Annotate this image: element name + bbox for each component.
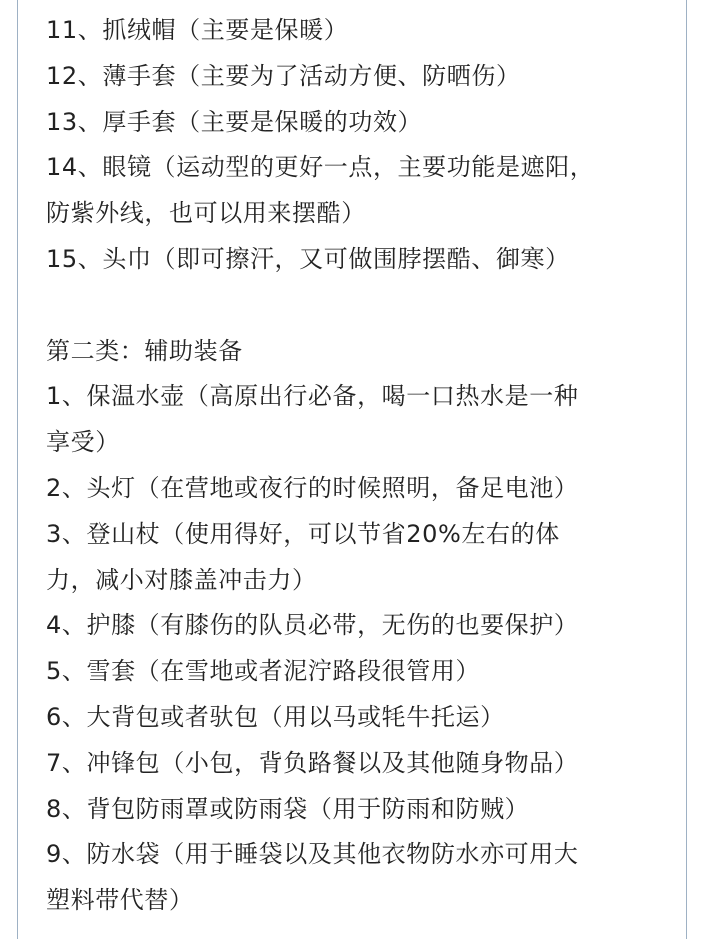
frame-border-left xyxy=(17,0,18,939)
list-item-9-waterproof-bag: 9、防水袋（用于睡袋以及其他衣物防水亦可用大 xyxy=(46,840,579,869)
list-item-6-backpack: 6、大背包或者驮包（用以马或牦牛托运） xyxy=(46,702,505,731)
list-item-1-thermos-continued: 享受） xyxy=(46,428,120,457)
list-item-5-gaiters: 5、雪套（在雪地或者泥泞路段很管用） xyxy=(46,657,481,686)
list-item-12-thin-gloves: 12、薄手套（主要为了活动方便、防晒伤） xyxy=(46,61,521,90)
list-item-7-daypack: 7、冲锋包（小包，背负路餐以及其他随身物品） xyxy=(46,748,579,777)
list-item-14-glasses-continued: 防紫外线，也可以用来摆酷） xyxy=(46,199,366,228)
list-item-15-headscarf: 15、头巾（即可擦汗，又可做围脖摆酷、御寒） xyxy=(46,244,570,273)
frame-border-right xyxy=(686,0,687,939)
list-item-1-thermos: 1、保温水壶（高原出行必备，喝一口热水是一种 xyxy=(46,382,579,411)
list-item-3-trekking-pole: 3、登山杖（使用得好，可以节省20%左右的体 xyxy=(46,519,560,548)
list-item-4-knee-pads: 4、护膝（有膝伤的队员必带，无伤的也要保护） xyxy=(46,611,579,640)
gear-list-text xyxy=(46,8,671,924)
list-item-11-fleece-hat: 11、抓绒帽（主要是保暖） xyxy=(46,16,349,44)
list-item-13-thick-gloves: 13、厚手套（主要是保暖的功效） xyxy=(46,107,423,136)
list-item-9-waterproof-bag-continued: 塑料带代替） xyxy=(46,886,194,915)
blank-line xyxy=(46,283,671,329)
list-item-14-glasses: 14、眼镜（运动型的更好一点，主要功能是遮阳， xyxy=(46,153,595,182)
list-item-2-headlamp: 2、头灯（在营地或夜行的时候照明，备足电池） xyxy=(46,473,579,502)
list-item-8-rain-cover: 8、背包防雨罩或防雨袋（用于防雨和防贼） xyxy=(46,794,530,823)
list-item-3-trekking-pole-continued: 力，减小对膝盖冲击力） xyxy=(46,565,317,594)
section-heading-auxiliary-equipment: 第二类：辅助装备 xyxy=(46,336,243,365)
